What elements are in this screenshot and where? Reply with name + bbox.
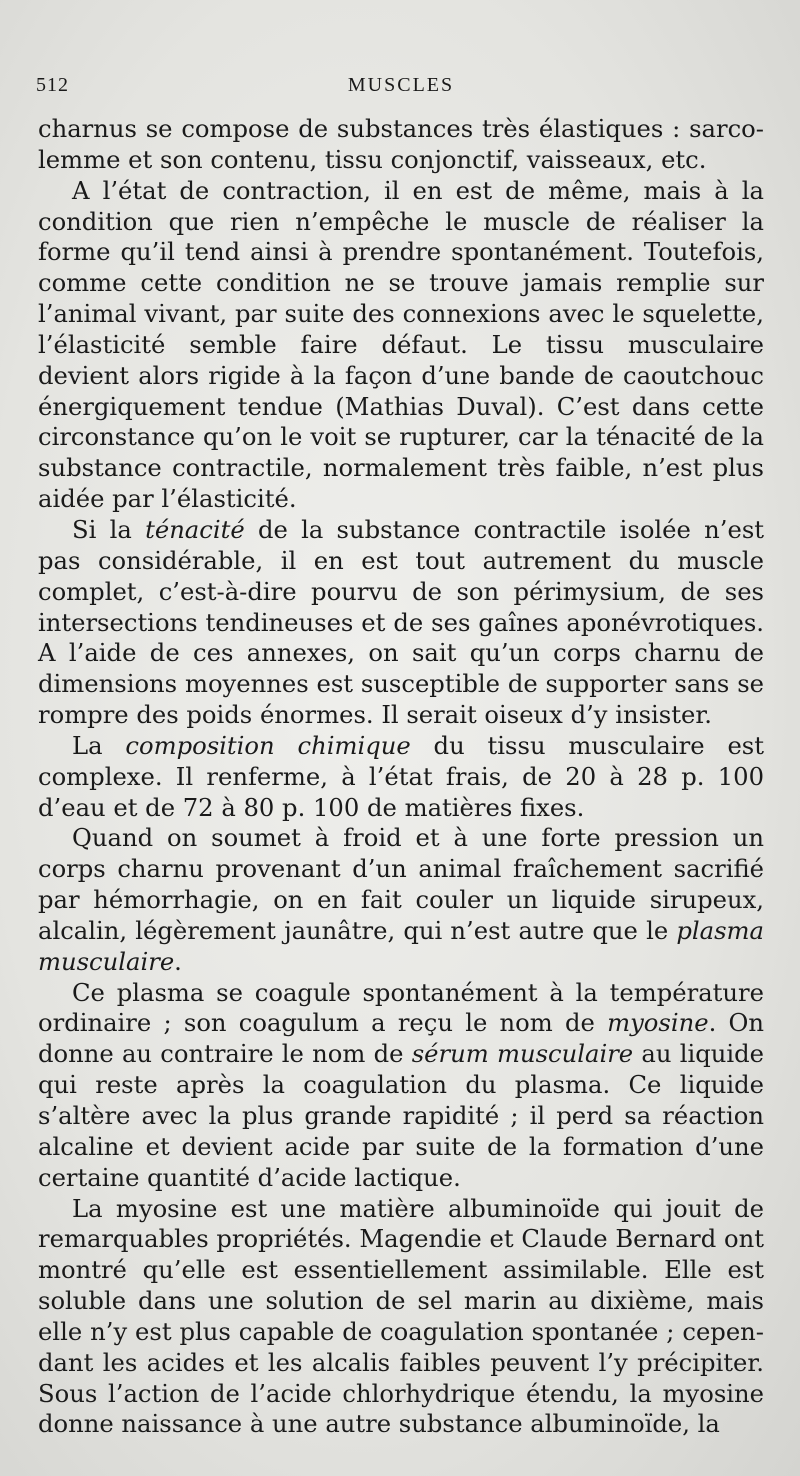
text-run: La (72, 730, 126, 760)
text-run: . On donne au contraire le nom de (38, 1008, 764, 1069)
italic-term: composition chimique (125, 730, 411, 760)
paragraph (38, 515, 764, 731)
body-text (38, 114, 764, 1440)
italic-term: ténacité (145, 514, 245, 544)
text-run: au liquide qui reste après la coagulation du plasma. Ce liquide s’altère avec la plus grande rapidité ; il perd sa réaction alcaline et devient acide par suite de la formation d’une certaine quantité d’acide lactique. (38, 1039, 764, 1192)
paragraph (38, 176, 764, 515)
text-run: A l’état de contraction, il en est de même, mais à la condition que rien n’empêche le muscle de réaliser la forme qu’il tend ainsi à prendre spontanément. Toutefois, comme cette condition ne se trouve jamais remplie sur l’animal vivant, par suite des connexions avec le squelette, l’élasticité semble faire défaut. Le tissu musculaire devient alors rigide à la façon d’une bande de caoutchouc énergiquement tendue (Mathias Duval). C’est dans cette circonstance qu’on le voit se rupturer, car la ténacité de la substance contractile, normalement très faible, n’est plus aidée par l’élasticité. (38, 175, 764, 514)
running-title: MUSCLES (347, 74, 455, 96)
text-run: Quand on soumet à froid et à une forte pression un corps charnu provenant d’un animal fraîchement sacrifié par hémorrhagie, on en fait couler un liquide sirupeux, alcalin, légèrement jaunâtre, qui n’est autre que le (38, 823, 764, 945)
text-run: . (174, 946, 182, 976)
paragraph (38, 1194, 764, 1441)
text-run: de la substance contractile isolée n’est pas considérable, il en est tout autrement du muscle complet, c’est-à-dire pourvu de son périmysium, de ses intersections tendineuses et de ses gaînes aponévrotiques. A l’aide de ces annexes, on sait qu’un corps charnu de dimensions moyennes est susceptible de supporter sans se rompre des poids énormes. Il serait oiseux d’y insister. (38, 514, 765, 730)
text-run: Si la (72, 514, 146, 544)
italic-term: plasma musculaire (38, 915, 764, 976)
page-header (36, 74, 766, 104)
text-run: du tissu musculaire est complexe. Il renferme, à l’état frais, de 20 à 28 p. 100 d’eau et de 72 à 80 p. 100 de matières fixes. (38, 730, 764, 822)
italic-term: sérum musculaire (411, 1039, 634, 1069)
text-run: Ce plasma se coagule spontanément à la température ordinaire ; son coagulum a reçu le nom de (38, 977, 764, 1038)
italic-term: myosine (607, 1008, 709, 1038)
paragraph (38, 823, 764, 977)
paragraph (38, 731, 764, 824)
paragraph (38, 978, 764, 1194)
text-run: La myosine est une matière albuminoïde qui jouit de remarquables propriétés. Magendie et Claude Bernard ont montré qu’elle est essentiellement assimilable. Elle est soluble dans une solution de sel marin au dixième, mais elle n’y est plus capable de coagulation spontanée ; cependant les acides et les alcalis faibles peuvent l’y précipiter. Sous l’action de l’acide chlorhydrique étendu, la myosine donne naissance à une autre substance albuminoïde, la (38, 1193, 764, 1439)
text-run: charnus se compose de substances très élastiques : sarcolemme et son contenu, tissu conjonctif, vaisseaux, etc. (38, 114, 764, 174)
paragraph (38, 114, 764, 176)
page-number: 512 (36, 74, 69, 96)
